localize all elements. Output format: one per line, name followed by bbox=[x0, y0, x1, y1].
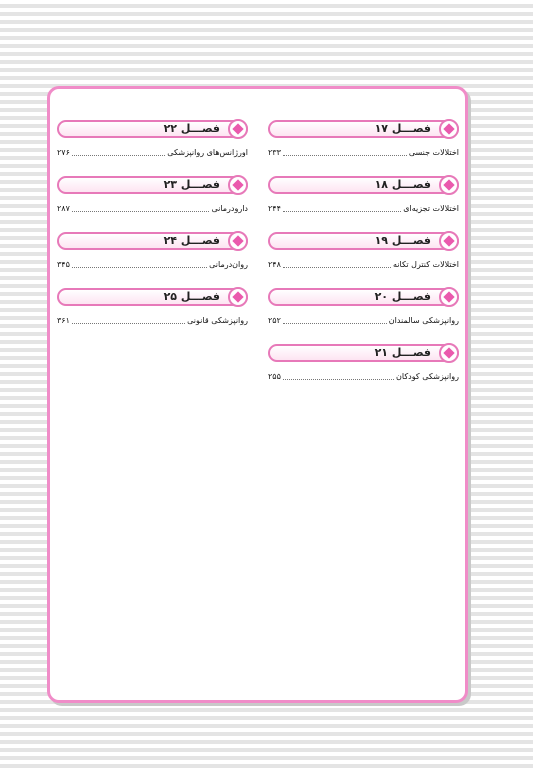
chapter-label: فصـــل ۲۵ bbox=[163, 290, 220, 303]
chapter-title: اختلالات جنسی bbox=[408, 148, 459, 157]
toc-column-left bbox=[57, 120, 248, 344]
toc-line bbox=[268, 145, 459, 159]
chapter-label: فصـــل ۱۷ bbox=[374, 122, 431, 135]
chapter-label: فصـــل ۲۰ bbox=[374, 290, 431, 303]
page-number: ۲۸۷ bbox=[57, 204, 70, 213]
dot-leader bbox=[72, 211, 210, 212]
chapter-banner bbox=[268, 232, 459, 250]
chapter-label: فصـــل ۱۹ bbox=[374, 234, 431, 247]
diamond-icon bbox=[228, 175, 248, 195]
dot-leader bbox=[283, 323, 387, 324]
dot-leader bbox=[72, 323, 185, 324]
page-number: ۳۶۱ bbox=[57, 316, 70, 325]
chapter-banner bbox=[268, 288, 459, 306]
page-number: ۲۴۸ bbox=[268, 260, 281, 269]
toc-line bbox=[57, 257, 248, 271]
chapter-title: روانپزشکی سالمندان bbox=[388, 316, 459, 325]
diamond-icon bbox=[439, 287, 459, 307]
toc-entry[interactable] bbox=[268, 344, 459, 400]
chapter-title: دارودرمانی bbox=[211, 204, 248, 213]
chapter-banner bbox=[57, 232, 248, 250]
diamond-icon bbox=[439, 175, 459, 195]
dot-leader bbox=[283, 211, 401, 212]
chapter-label: فصـــل ۲۱ bbox=[374, 346, 431, 359]
page-number: ۲۷۶ bbox=[57, 148, 70, 157]
chapter-title: روان‌درمانی bbox=[209, 260, 248, 269]
chapter-banner bbox=[268, 344, 459, 362]
page-number: ۲۳۳ bbox=[268, 148, 281, 157]
toc-entry[interactable] bbox=[268, 120, 459, 176]
chapter-title: اختلالات تجزیه‌ای bbox=[403, 204, 459, 213]
diamond-icon bbox=[439, 343, 459, 363]
page-number: ۳۴۵ bbox=[57, 260, 70, 269]
chapter-title: اختلالات کنترل تکانه bbox=[393, 260, 459, 269]
dot-leader bbox=[283, 379, 394, 380]
toc-line bbox=[57, 313, 248, 327]
diamond-icon bbox=[439, 231, 459, 251]
toc-entry[interactable] bbox=[57, 232, 248, 288]
toc-line bbox=[268, 201, 459, 215]
chapter-title: روانپزشکی قانونی bbox=[187, 316, 248, 325]
page-number: ۲۵۵ bbox=[268, 372, 281, 381]
toc-entry[interactable] bbox=[57, 288, 248, 344]
toc-entry[interactable] bbox=[268, 232, 459, 288]
chapter-title: روانپزشکی کودکان bbox=[396, 372, 459, 381]
toc-line bbox=[268, 313, 459, 327]
chapter-label: فصـــل ۲۲ bbox=[163, 122, 220, 135]
diamond-icon bbox=[228, 287, 248, 307]
toc-entry[interactable] bbox=[268, 288, 459, 344]
dot-leader bbox=[283, 155, 407, 156]
page-number: ۲۴۴ bbox=[268, 204, 281, 213]
toc-column-right bbox=[268, 120, 459, 400]
chapter-banner bbox=[57, 120, 248, 138]
chapter-banner bbox=[57, 176, 248, 194]
dot-leader bbox=[283, 267, 391, 268]
toc-line bbox=[57, 201, 248, 215]
toc-entry[interactable] bbox=[57, 176, 248, 232]
chapter-banner bbox=[268, 120, 459, 138]
toc-entry[interactable] bbox=[57, 120, 248, 176]
chapter-banner bbox=[268, 176, 459, 194]
chapter-label: فصـــل ۲۳ bbox=[163, 178, 220, 191]
diamond-icon bbox=[228, 231, 248, 251]
dot-leader bbox=[72, 155, 165, 156]
page-number: ۲۵۲ bbox=[268, 316, 281, 325]
chapter-banner bbox=[57, 288, 248, 306]
diamond-icon bbox=[439, 119, 459, 139]
chapter-label: فصـــل ۲۴ bbox=[163, 234, 220, 247]
dot-leader bbox=[72, 267, 207, 268]
chapter-title: اورژانس‌های روانپزشکی bbox=[167, 148, 248, 157]
toc-line bbox=[268, 257, 459, 271]
toc-line bbox=[268, 369, 459, 383]
chapter-label: فصـــل ۱۸ bbox=[374, 178, 431, 191]
toc-line bbox=[57, 145, 248, 159]
diamond-icon bbox=[228, 119, 248, 139]
toc-entry[interactable] bbox=[268, 176, 459, 232]
